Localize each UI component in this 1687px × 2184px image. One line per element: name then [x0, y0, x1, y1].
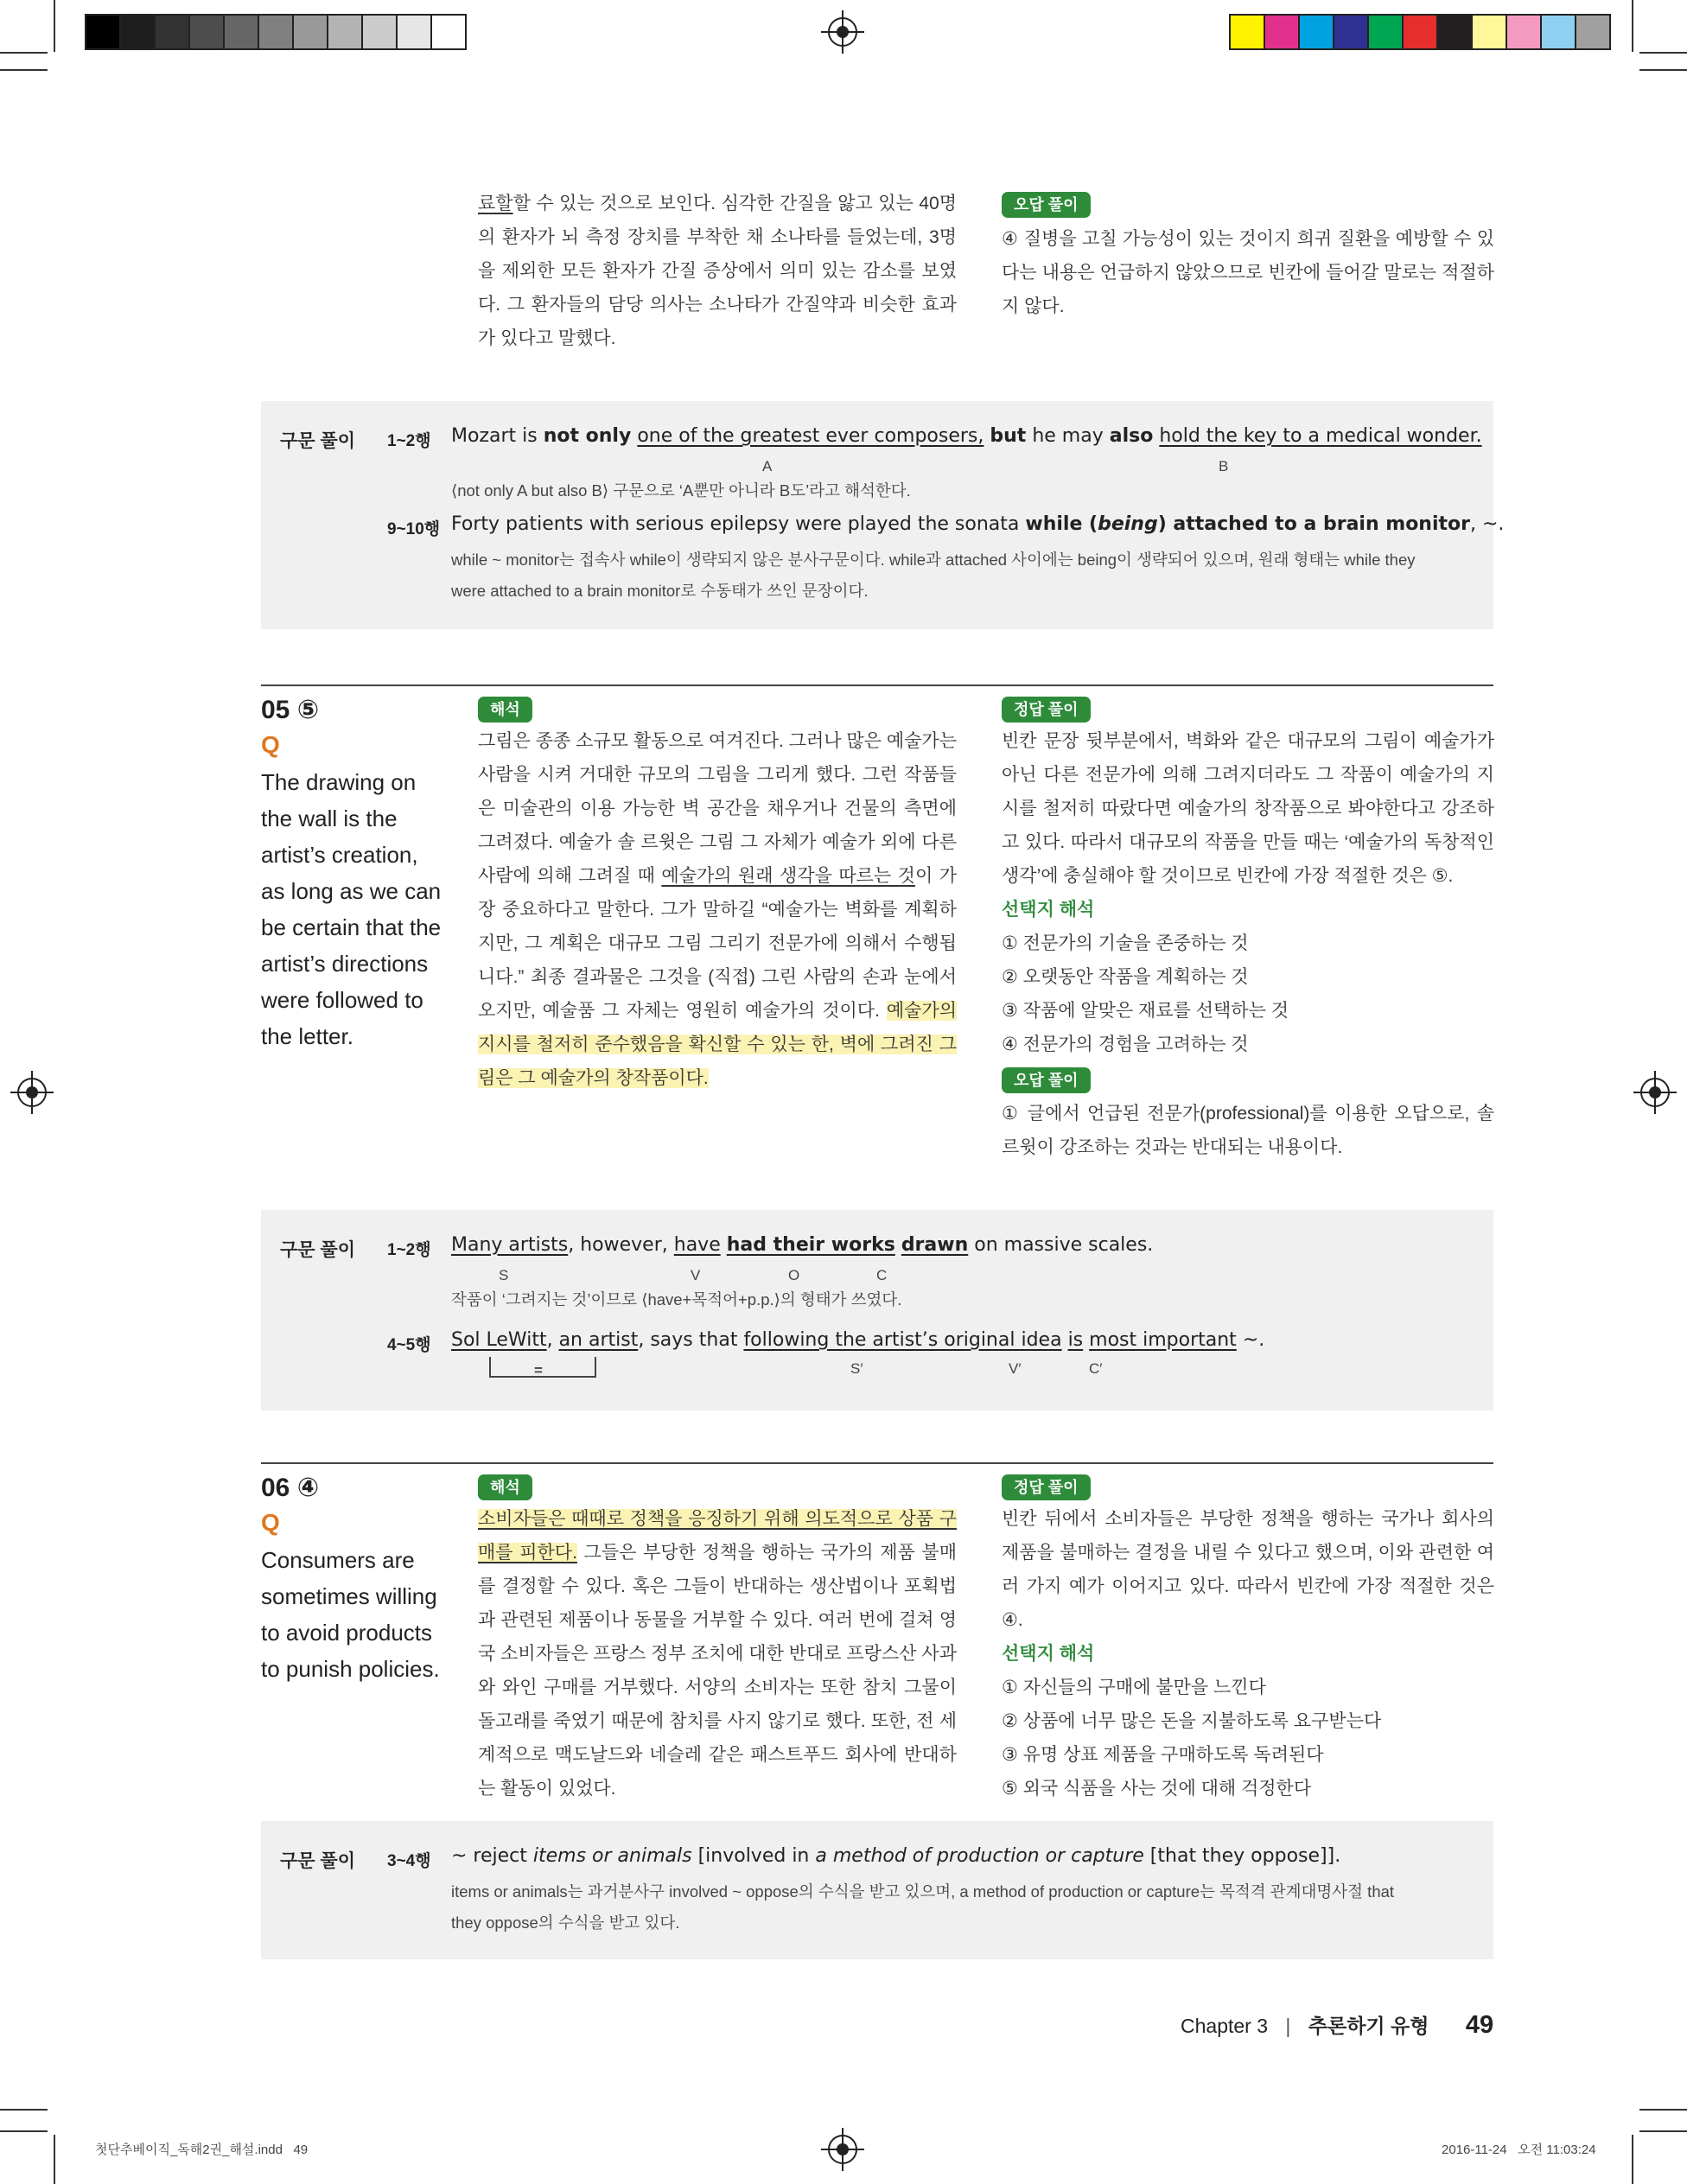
choice-item: ③ 유명 상표 제품을 구매하도록 독려된다 — [1002, 1745, 1324, 1765]
chapter-label: Chapter 3 — [1181, 2015, 1269, 2037]
question-summary: The drawing on the wall is the artist’s creation, as long as we can be certain that the artist’s directions were followed to the letter. — [261, 769, 442, 1049]
answer-explanation-06: 빈칸 뒤에서 소비자들은 부당한 정책을 행하는 국가나 회사의 제품을 불매하는 결정을 내릴 수 있다고 했으며, 이와 관련한 여러 가지 예가 이어지고 있다. 따라서 빈칸에 가장 적절한 것은 ④. 선택지 해석 ① 자신들의 구매에 불만을 느낀다 ② 상품에 너무 많은 돈을 지불하도록 요구받는다 ③ 유명 상표 제품을 구매하도록 독려된다 ⑤ 외국 식품을 사는 것에 대해 걱정한다 — [1002, 1502, 1494, 1805]
choice-item: ② 오랫동안 작품을 계획하는 것 — [1002, 967, 1249, 987]
equals-mark: = — [534, 1362, 543, 1379]
question-summary: Consumers are sometimes willing to avoid products to punish policies. — [261, 1547, 440, 1682]
question-number: 05 ⑤ — [261, 696, 320, 724]
choice-item: ① 전문가의 기술을 존중하는 것 — [1002, 933, 1249, 953]
registration-mark-top — [828, 17, 857, 47]
syntax-note-2a: while ~ monitor는 접속사 while이 생략되지 않은 분사구문이다. while과 attached 사이에는 being이 생략되어 있으며, 원래 형태는 while they — [451, 551, 1416, 569]
page-number: 49 — [1465, 2011, 1494, 2039]
label-c: C — [876, 1267, 888, 1283]
translation-paragraph-06: 소비자들은 때때로 정책을 응징하기 위해 의도적으로 상품 구매를 피한다. 그들은 부당한 정책을 행하는 국가의 제품 불매를 결정할 수 있다. 혹은 그들이 반대하는 생산법이나 포획법과 관련된 제품이나 동물을 거부할 수 있다. 여러 번에 걸쳐 영국 소비자들은 프랑스 정부 조치에 대한 반대로 프랑스산 사과와 와인 구매를 거부했다. 서양의 소비자는 또한 참치 그물이 돌고래를 죽였기 때문에 참치를 사지 않기로 했다. 또한, 전 세계적으로 맥도날드와 네슬레 같은 패스트푸드 회사에 반대하는 활동이 있었다. — [478, 1509, 957, 1799]
crop-mark — [1639, 69, 1687, 71]
wrong-answer-paragraph: ④ 질병을 고칠 가능성이 있는 것이지 희귀 질환을 예방할 수 있다는 내용은 언급하지 않았으므로 빈칸에 들어갈 말로는 적절하지 않다. — [1002, 229, 1494, 316]
crop-mark — [0, 2130, 48, 2132]
grayscale-swatches — [85, 14, 467, 50]
syntax-note-2: they oppose의 수식을 받고 있다. — [451, 1913, 680, 1932]
section-rule — [261, 684, 1493, 686]
syntax-box-1 — [261, 401, 1505, 629]
crop-mark — [1632, 2135, 1633, 2184]
syntax-box-2 — [261, 1210, 1493, 1410]
print-date: 2016-11-24 오전 11:03:24 — [1442, 2143, 1596, 2157]
chapter-title: 추론하기 유형 — [1308, 2015, 1429, 2037]
tag-label: 정답 풀이 — [1002, 697, 1091, 723]
syntax-sentence-2: Forty patients with serious epilepsy were played the sonata while (being) attached to a brain monitor, ~. — [451, 513, 1505, 535]
footer-separator: | — [1285, 2015, 1291, 2037]
underlined-word: 료할 — [478, 194, 513, 213]
choice-item: ③ 작품에 알맞은 재료를 선택하는 것 — [1002, 1001, 1289, 1021]
syntax-box-3 — [261, 1821, 1493, 1959]
syntax-note-1: 작품이 ‘그려지는 것’이므로 ⟨have+목적어+p.p.⟩의 형태가 쓰였다. — [451, 1290, 902, 1308]
line-ref: 3~4행 — [387, 1852, 431, 1870]
choice-item: ① 자신들의 구매에 불만을 느낀다 — [1002, 1678, 1266, 1697]
answer-tag — [1002, 697, 1091, 723]
crop-mark — [1639, 2130, 1687, 2132]
choices-title: 선택지 해석 — [1002, 900, 1095, 920]
translation-tag — [478, 697, 532, 723]
wrong-answer-tag-top — [1002, 192, 1091, 218]
crop-mark — [54, 2135, 55, 2184]
crop-mark — [0, 69, 48, 71]
label-b: B — [1219, 458, 1229, 474]
syntax-sentence-1: Many artists, however, have had their works drawn on massive scales. — [451, 1234, 1154, 1256]
line-ref: 1~2행 — [387, 1241, 431, 1259]
syntax-sentence-2: Sol LeWitt, an artist, says that following the artist’s original idea is most important ~. — [451, 1329, 1265, 1351]
wrong-answer-text-top — [1002, 222, 1494, 323]
tag-label: 오답 풀이 — [1002, 192, 1091, 218]
crop-mark — [1639, 2109, 1687, 2111]
highlighted-sentence: 예술가의 지시를 철저히 준수했음을 확신할 수 있는 한, 벽에 그려진 그림은 그 예술가의 창작품이다. — [478, 1001, 957, 1088]
label-a: A — [762, 458, 773, 474]
syntax-note-2b: were attached to a brain monitor로 수동태가 쓰인 문장이다. — [451, 582, 869, 600]
syntax-label: 구문 풀이 — [280, 1851, 355, 1871]
wrong-answer-paragraph: ① 글에서 언급된 전문가(professional)를 이용한 오답으로, 솔 르윗이 강조하는 것과는 반대되는 내용이다. — [1002, 1104, 1494, 1157]
syntax-sentence-1: Mozart is not only one of the greatest ever composers, but he may also hold the key to a medical wonder. — [451, 425, 1482, 447]
line-ref: 1~2행 — [387, 432, 431, 450]
label-v-prime: V′ — [1009, 1360, 1022, 1377]
crop-mark — [0, 52, 48, 54]
label-s: S — [499, 1267, 509, 1283]
choice-item: ② 상품에 너무 많은 돈을 지불하도록 요구받는다 — [1002, 1711, 1382, 1731]
label-v: V — [691, 1267, 701, 1283]
label-s-prime: S′ — [850, 1360, 863, 1377]
apposition-bracket — [489, 1357, 596, 1378]
label-c-prime: C′ — [1089, 1360, 1103, 1377]
q-marker: Q — [261, 731, 280, 758]
choice-item: ⑤ 외국 식품을 사는 것에 대해 걱정한다 — [1002, 1779, 1312, 1799]
syntax-sentence-1: ~ reject items or animals [involved in a method of production or capture [that they oppose]]. — [451, 1845, 1341, 1867]
tag-label: 해석 — [478, 1474, 532, 1500]
choices-title: 선택지 해석 — [1002, 1644, 1095, 1664]
q-marker: Q — [261, 1509, 280, 1536]
section-rule — [261, 1462, 1493, 1464]
highlighted-sentence: 소비자들은 때때로 정책을 응징하기 위해 의도적으로 상품 구매를 피한다. — [478, 1509, 957, 1563]
line-ref: 9~10행 — [387, 520, 441, 538]
registration-mark-left — [17, 1078, 47, 1107]
choice-item: ④ 전문가의 경험을 고려하는 것 — [1002, 1035, 1249, 1054]
question-number: 06 ④ — [261, 1474, 320, 1502]
line-ref: 4~5행 — [387, 1336, 431, 1354]
registration-mark-bottom — [828, 2135, 857, 2164]
file-slug: 첫단추베이직_독해2권_해설.indd 49 — [95, 2143, 309, 2157]
registration-mark-right — [1640, 1078, 1670, 1107]
wrong-answer-tag: 오답 풀이 — [1002, 1067, 1091, 1093]
syntax-note-1: items or animals는 과거분사구 involved ~ oppose의 수식을 받고 있으며, a method of production or capture는 목적격 관계대명사절 that — [451, 1882, 1395, 1901]
translation-paragraph-05: 그림은 종종 소규모 활동으로 여겨진다. 그러나 많은 예술가는 사람을 시켜 거대한 규모의 그림을 그리게 했다. 그런 작품들은 미술관의 이용 가능한 벽 공간을 채우거나 건물의 측면에 그려졌다. 예술가 솔 르윗은 그림 그 자체가 예술가 외에 다른 사람에 의해 그려질 때 예술가의 원래 생각을 따르는 것이 가장 중요하다고 말한다. 그가 말하길 “예술가는 벽화를 계획하지만, 그 계획은 대규모 그림 그리기 전문가에 의해서 수행됩니다.” 최종 결과물은 그것을 (직접) 그린 사람의 손과 눈에서 오지만, 예술품 그 자체는 영원히 예술가의 것이다. 예술가의 지시를 철저히 준수했음을 확신할 수 있는 한, 벽에 그려진 그림은 그 예술가의 창작품이다. — [478, 731, 957, 1088]
crop-mark — [1639, 52, 1687, 54]
syntax-note-1: ⟨not only A but also B⟩ 구문으로 ‘A뿐만 아니라 B도’라고 해석한다. — [451, 481, 911, 500]
tag-label: 해석 — [478, 697, 532, 723]
crop-mark — [1632, 0, 1633, 52]
translation-tag — [478, 1474, 532, 1500]
label-o: O — [788, 1267, 800, 1283]
tag-label: 정답 풀이 — [1002, 1474, 1091, 1500]
color-swatches — [1229, 14, 1611, 50]
syntax-label: 구문 풀이 — [280, 431, 355, 451]
top-translation-rest: 할 수 있는 것으로 보인다. 심각한 간질을 앓고 있는 40명의 환자가 뇌 측정 장치를 부착한 채 소나타를 들었는데, 3명을 제외한 모든 환자가 간질 증상에서 의미 있는 감소를 보였다. 그 환자들의 담당 의사는 소나타가 간질약과 비슷한 효과가 있다고 말했다. — [478, 194, 957, 348]
crop-mark — [0, 2109, 48, 2111]
crop-mark — [54, 0, 55, 52]
syntax-label: 구문 풀이 — [280, 1240, 355, 1260]
top-translation-paragraph — [478, 187, 957, 355]
page-footer — [1181, 2010, 1493, 2040]
answer-explanation-05: 빈칸 문장 뒷부분에서, 벽화와 같은 대규모의 그림이 예술가가 아닌 다른 전문가에 의해 그려지더라도 그 작품이 예술가의 지시를 철저히 따랐다면 예술가의 창작품으로 봐야한다고 강조하고 있다. 따라서 대규모의 작품을 만들 때는 ‘예술가의 독창적인 생각’에 충실해야 할 것이므로 빈칸에 가장 적절한 것은 ⑤. 선택지 해석 ① 전문가의 기술을 존중하는 것 ② 오랫동안 작품을 계획하는 것 ③ 작품에 알맞은 재료를 선택하는 것 ④ 전문가의 경험을 고려하는 것 오답 풀이 ① 글에서 언급된 전문가(professional)를 이용한 오답으로, 솔 르윗이 강조하는 것과는 반대되는 내용이다. — [1002, 724, 1494, 1164]
answer-tag — [1002, 1474, 1091, 1500]
